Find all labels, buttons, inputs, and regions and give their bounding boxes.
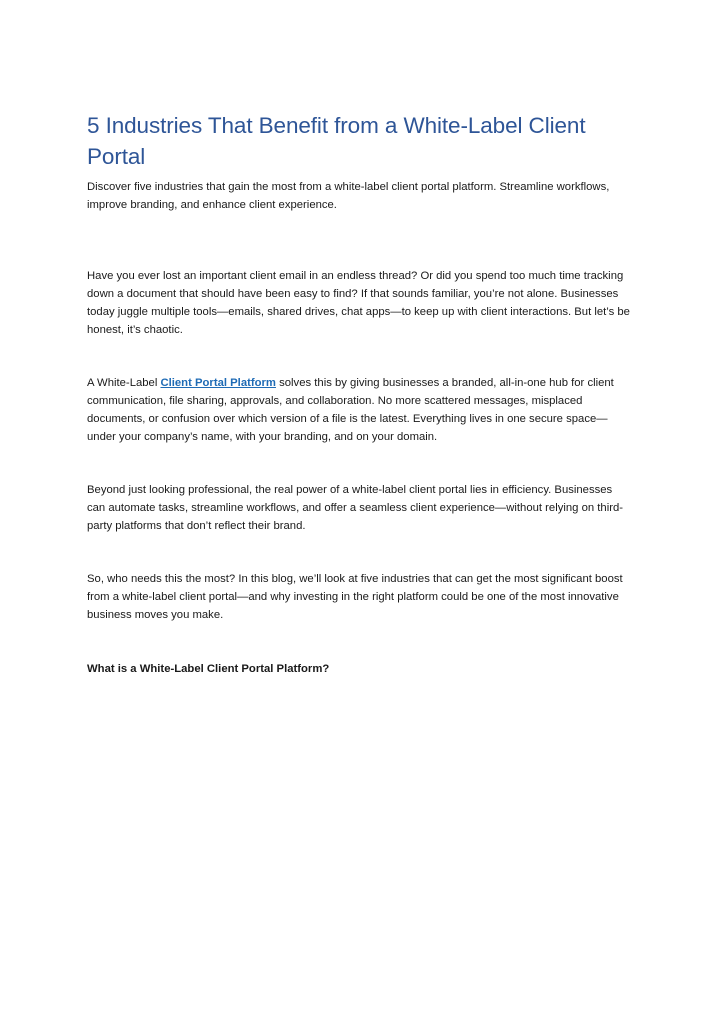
paragraph-text-after-link: solves this by giving businesses a branded, all-in-one hub for client communication, file sharing, approvals, and collaboration. No more scattered messages, misplaced documents, or confusion over which version of a file is the latest. Everything lives in one secure space—under your company’s name, with your branding, and on your domain. [87, 377, 614, 443]
paragraph-efficiency: Beyond just looking professional, the real power of a white-label client portal lies in efficiency. Businesses can automate tasks, streamline workflows, and offer a seamless client experience—without relying on third-party platforms that don’t reflect their brand. [87, 484, 624, 532]
page-title: 5 Industries That Benefit from a White-Label Client Portal [87, 113, 586, 169]
paragraph-text-before-link: A White-Label [87, 377, 161, 389]
section-heading-what-is: What is a White-Label Client Portal Platform? [87, 663, 330, 675]
paragraph-industries: So, who needs this the most? In this blog, we’ll look at five industries that can get the most significant boost from a white-label client portal—and why investing in the right platform could be one of the most innovative business moves you make. [87, 573, 623, 621]
document-content [87, 110, 632, 678]
paragraph-intro: Have you ever lost an important client email in an endless thread? Or did you spend too much time tracking down a document that should have been easy to find? If that sounds familiar, you’re not alone. Businesses today juggle multiple tools—emails, shared drives, chat apps—to keep up with client interactions. But let’s be honest, it’s chaotic. [87, 270, 630, 336]
client-portal-platform-link[interactable]: Client Portal Platform [160, 377, 276, 389]
page-subtitle: Discover five industries that gain the most from a white-label client portal platform. Streamline workflows, improve branding, and enhance client experience. [87, 181, 610, 211]
paragraph-portal-solution [87, 374, 632, 446]
